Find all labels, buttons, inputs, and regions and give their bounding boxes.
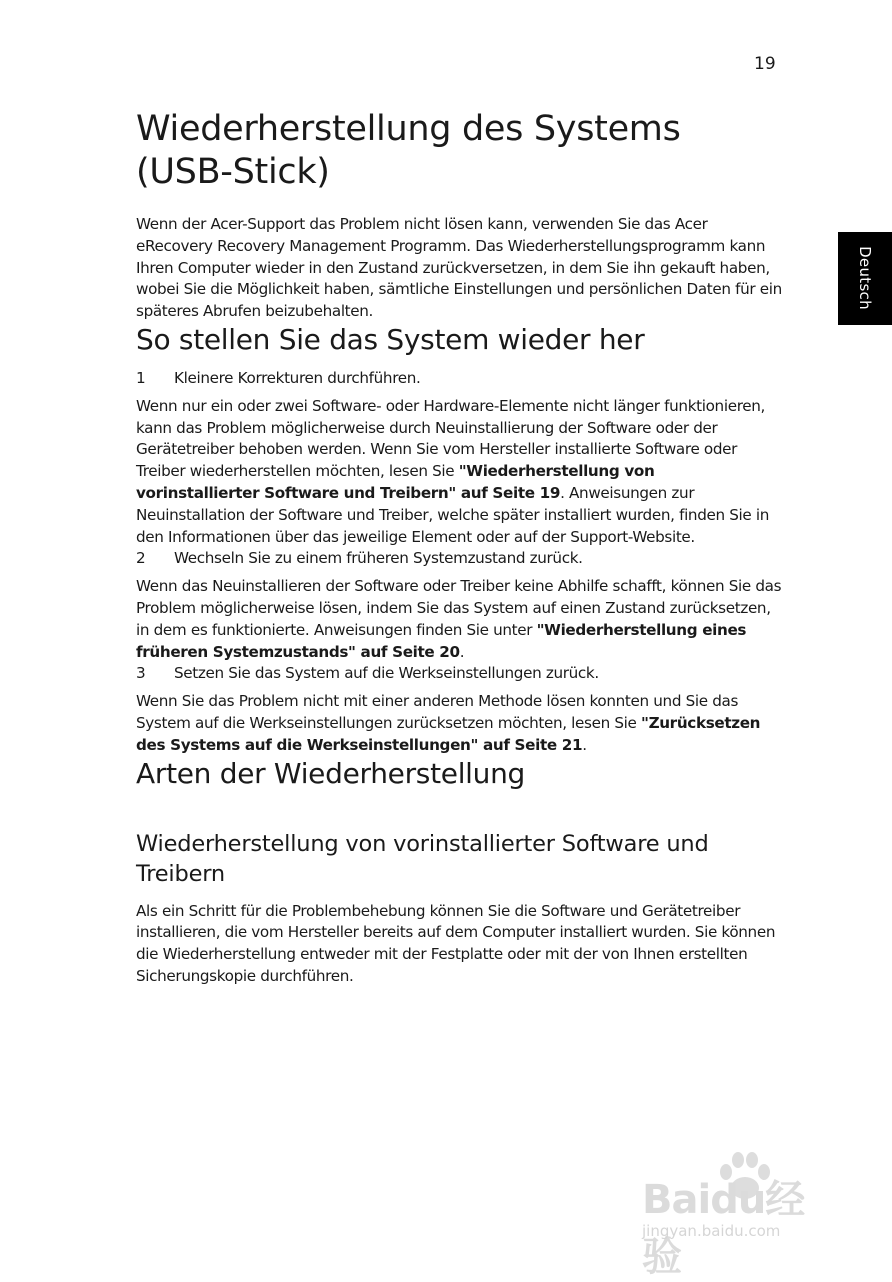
step-1 xyxy=(136,368,782,390)
step-3-text: Wenn Sie das Problem nicht mit einer anderen Methode lösen konnten und Sie das System auf die Werkseinstellungen zurücksetzen möchten, lesen Sie xyxy=(136,692,739,732)
step-title: Wechseln Sie zu einem früheren Systemzustand zurück. xyxy=(174,549,583,568)
step-3-text-after: . xyxy=(582,735,587,754)
watermark-url: jingyan.baidu.com xyxy=(642,1222,781,1240)
intro-paragraph: Wenn der Acer-Support das Problem nicht lösen kann, verwenden Sie das Acer eRecovery Recovery Management Programm. Das Wiederherstellungsprogramm kann Ihren Computer wieder in den Zustand zurückversetzen, in dem Sie ihn gekauft haben, wobei Sie die Möglichkeit haben, sämtliche Einstellungen und persönlichen Daten für ein späteres Abrufen beizubehalten. xyxy=(136,215,782,321)
step-3 xyxy=(136,663,782,685)
step-1-text-after: . Anweisungen zur Neuinstallation der Software und Treiber, welche später installiert wurden, finden Sie in den Informationen über das jeweilige Element oder auf der Support-Website. xyxy=(136,483,770,546)
step-2 xyxy=(136,548,782,570)
document-content xyxy=(136,108,782,988)
page-title: Wiederherstellung des Systems (USB-Stick) xyxy=(136,109,681,192)
language-side-tab-label: Deutsch xyxy=(856,246,874,310)
step-2-text: Wenn das Neuinstallieren der Software oder Treiber keine Abhilfe schafft, können Sie das Problem möglicherweise lösen, indem Sie das System auf einen Zustand zurücksetzen, in dem es funktionierte. Anweisungen finden Sie unter xyxy=(136,577,782,639)
subsection-heading-preinstalled: Wiederherstellung von vorinstallierter Software und Treibern xyxy=(136,830,709,887)
step-1-description xyxy=(136,396,782,549)
step-1-text: Wenn nur ein oder zwei Software- oder Hardware-Elemente nicht länger funktionieren, kann das Problem möglicherweise durch Neuinstallierung der Software oder der Gerätetreiber behoben werden. Wenn Sie vom Hersteller installierte Software oder Treiber wiederherstellen möchten, lesen Sie xyxy=(136,396,766,481)
step-3-crossref-link[interactable]: "Zurücksetzen des Systems auf die Werkseinstellungen" auf Seite 21 xyxy=(136,713,761,754)
language-side-tab xyxy=(838,232,892,325)
step-title: Kleinere Korrekturen durchführen. xyxy=(174,368,421,387)
page-number: 19 xyxy=(754,54,776,74)
step-2-crossref-link[interactable]: "Wiederherstellung eines früheren Systemzustands" auf Seite 20 xyxy=(136,620,747,661)
baidu-watermark xyxy=(642,1150,842,1280)
step-title: Setzen Sie das System auf die Werkseinstellungen zurück. xyxy=(174,664,599,683)
step-2-description xyxy=(136,576,782,663)
step-2-text-after: . xyxy=(459,642,465,661)
step-1-crossref-link[interactable]: "Wiederherstellung von vorinstallierter Software und Treibern" auf Seite 19 xyxy=(136,462,655,502)
step-3-description xyxy=(136,691,782,756)
step-number: 2 xyxy=(136,549,146,568)
step-number: 1 xyxy=(136,368,146,387)
section-heading-recovery-types: Arten der Wiederherstellung xyxy=(136,756,526,790)
section-heading-restore: So stellen Sie das System wieder her xyxy=(136,322,645,356)
watermark-brand: Baidu经验 xyxy=(642,1177,805,1280)
subsection-paragraph: Als ein Schritt für die Problembehebung können Sie die Software und Gerätetreiber installieren, die vom Hersteller bereits auf dem Computer installiert wurden. Sie können die Wiederherstellung entweder mit der Festplatte oder mit der von Ihnen erstellten Sicherungskopie durchführen. xyxy=(136,901,776,985)
step-number: 3 xyxy=(136,664,146,683)
